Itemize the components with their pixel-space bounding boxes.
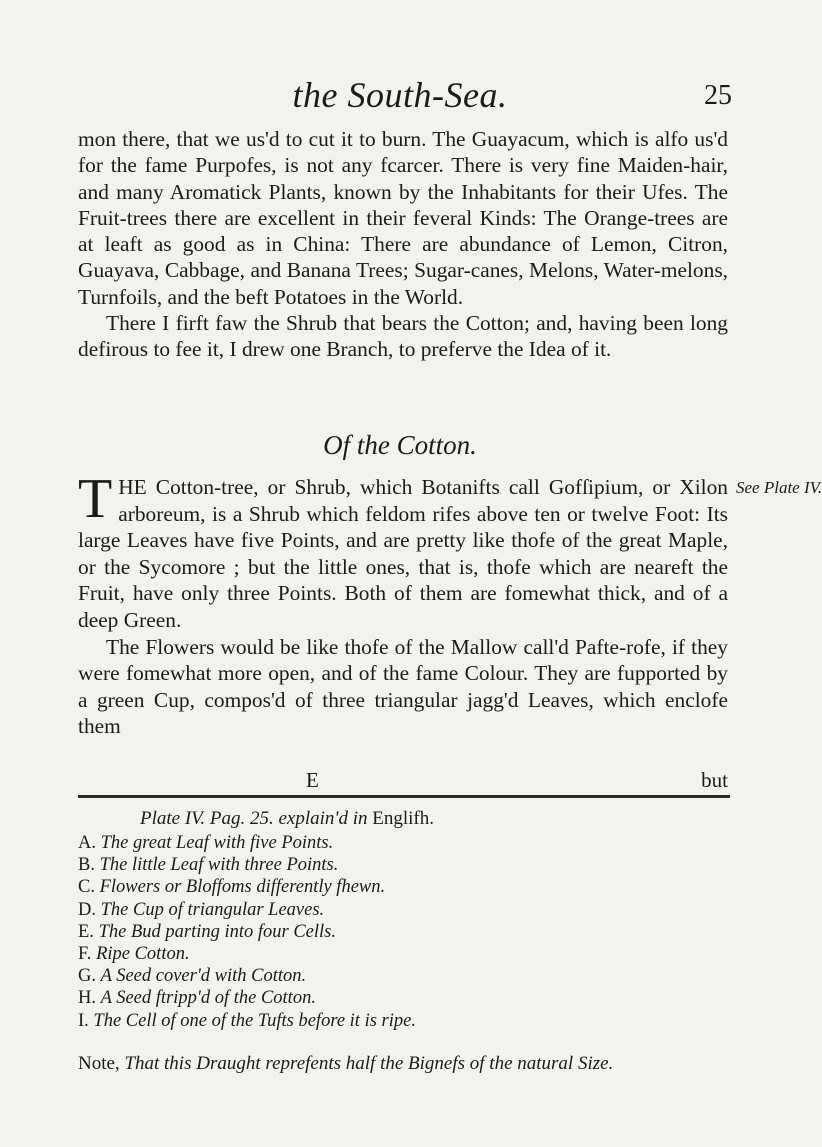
legend-item: F. Ripe Cotton. [78,944,190,965]
intro-paragraph-1: mon there, that we us'd to cut it to burn. The Guayacum, which is alfo us'd for the fame Purpofes, is not any fcarcer. There is very fine Maiden-hair, and many Aromatick Plants, known by the Inhabitants for their Ufes. The Fruit-trees there are excellent in their feveral Kinds: The Orange-trees are at leaft as good as in China: There are abundance of Lemon, Citron, Guayava, Cabbage, and Banana Trees; Sugar-canes, Melons, Water-melons, Turnfoils, and the beft Potatoes in the World. [78,127,728,309]
legend-title [140,808,434,830]
legend-note [78,1053,798,1075]
section-paragraph-1 [78,468,728,634]
legend-plate: Plate IV. [140,808,206,829]
margin-note: See Plate IV. [736,478,822,497]
section-title: Of the Cotton. [323,430,477,460]
catchword: but [701,768,728,792]
legend-item: B. The little Leaf with three Points. [78,855,339,876]
legend-item: D. The Cup of triangular Leaves. [78,899,325,920]
section-paragraph-1-text: HE Cotton-tree, or Shrub, which Botanifts call Gofſipium, or Xilon arboreum, is a Shrub which feldom rifes above ten or twelve Foot: Its large Leaves have five Points, and are pretty like thofe of the great Maple, or the Sycomore ; but the little ones, that is, thofe which are neareft the Fruit, have only three Points. Both of them are fomewhat thick, and of a deep Green. [78,475,728,632]
legend-item: G. A Seed cover'd with Cotton. [78,966,307,987]
note-text: That this Draught reprefents half the Bignefs of the natural Size. [124,1053,614,1074]
legend-in: in [352,808,368,829]
divider-rule [78,795,730,798]
legend-item: C. Flowers or Bloffoms differently fhewn. [78,877,386,898]
legend-explained: explain'd [278,808,348,829]
running-title: the South-Sea. [292,75,508,115]
legend-list [78,832,778,1032]
intro-paragraph-2: There I firft faw the Shrub that bears the Cotton; and, having been long defirous to fee it, I drew one Branch, to preferve the Idea of it. [78,311,728,362]
legend-page: Pag. 25. [209,808,274,829]
catch-row [78,768,728,794]
signature-mark: E [306,768,319,792]
running-head [0,74,800,114]
legend-language: Englifh. [372,808,434,829]
section-paragraph-2: The Flowers would be like thofe of the Mallow call'd Pafte-rofe, if they were fomewhat more open, and of the fame Colour. They are fupported by a green Cup, compos'd of three triangular jagg'd Leaves, which enclofe them [78,634,728,739]
legend-item: A. The great Leaf with five Points. [78,833,334,853]
section-body [78,468,728,740]
legend-item: H. A Seed ftripp'd of the Cotton. [78,988,316,1009]
drop-cap: T [78,468,113,530]
legend-item: I. The Cell of one of the Tufts before it is ripe. [78,1010,416,1031]
legend-item: E. The Bud parting into four Cells. [78,921,336,942]
intro-text [78,126,728,363]
page-number: 25 [704,80,732,111]
note-key: Note, [78,1053,120,1074]
